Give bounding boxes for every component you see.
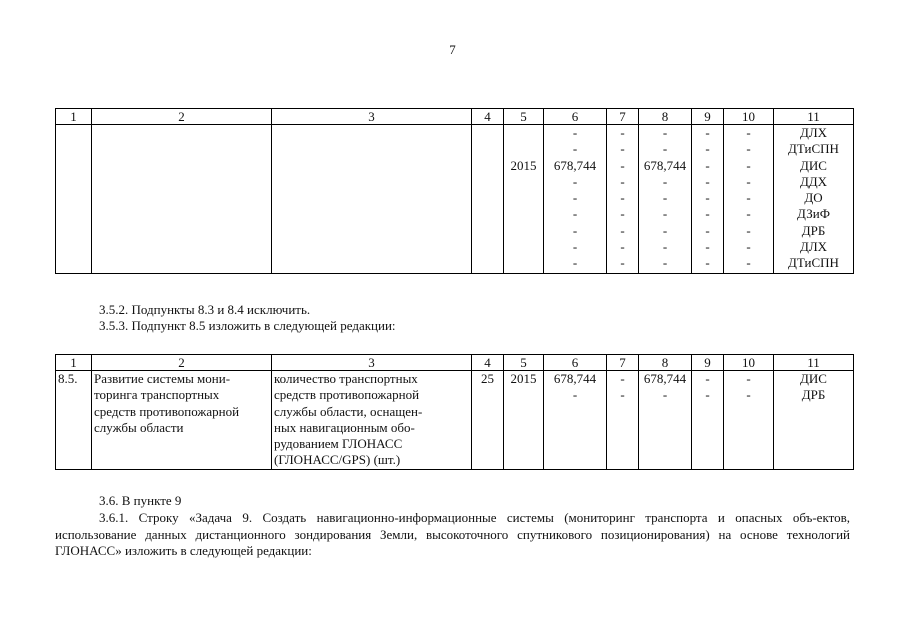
cell-value: - [746,387,751,403]
measure-name-line: Развитие системы мони- [94,371,231,386]
cell-value: - [662,255,668,271]
cell-value: - [746,125,751,140]
col6-cell [544,371,607,470]
cell-value: - [705,190,710,206]
cell-value: - [572,255,578,271]
cell-value: - [662,141,668,157]
col6-cell [544,125,607,274]
cell-value: - [572,387,578,403]
header-cell: 1 [56,355,92,371]
cell-value: - [620,141,625,157]
cell-value: - [620,255,625,271]
header-cell: 3 [272,109,472,125]
cell-value: - [705,173,710,189]
table-header-row [56,109,854,125]
cell-value: - [620,371,625,386]
cell-value: - [746,141,751,157]
measure-name-line: службы области [94,419,184,435]
empty-cell [56,125,92,274]
cell-value: 678,744 [553,157,597,173]
indicator-line: службы области, оснащен- [274,403,423,419]
department-code: ДРБ [801,222,826,238]
paragraph-3-5-2: 3.5.2. Подпункты 8.3 и 8.4 исключить. [99,302,311,317]
item-number: 8.5. [56,371,92,470]
col8-cell [639,371,692,470]
cell-value: - [746,239,751,255]
cell-value: - [572,206,578,222]
cell-value: - [705,222,710,238]
col10-cell [724,125,774,274]
cell-value: - [746,206,751,222]
indicator-line: средств противопожарной [274,387,420,403]
year-cell: 2015 [504,371,544,470]
cell-value: - [572,190,578,206]
indicator-line: (ГЛОНАСС/GPS) (шт.) [274,452,401,468]
cell-value: - [746,222,751,238]
cell-value: - [662,125,668,140]
header-cell: 2 [92,355,272,371]
cell-value: - [572,222,578,238]
col9-cell [692,371,724,470]
cell-value: 678,744 [643,371,687,386]
cell-value: - [662,190,668,206]
col10-cell [724,371,774,470]
cell-value: - [705,141,710,157]
paragraph-3-6: 3.6. В пункте 9 [99,493,182,508]
page-number: 7 [449,42,456,57]
cell-value: - [620,157,625,173]
table-row [56,371,854,470]
cell-value: - [620,222,625,238]
cell-value: - [620,173,625,189]
empty-cell [272,125,472,274]
cell-value: - [620,125,625,140]
cell-value: - [705,157,710,173]
year-cell [504,125,544,274]
cell-value: - [572,125,578,140]
measure-name-line: торинга транспортных [94,387,220,403]
cell-value: - [746,190,751,206]
department-code: ДЛХ [799,125,828,140]
cell-value: - [705,387,710,403]
department-code: ДИС [800,371,827,386]
cell-value: - [620,206,625,222]
cell-value: 678,744 [553,371,597,386]
col7-cell [607,371,639,470]
header-cell: 2 [92,109,272,125]
cell-value: - [705,239,710,255]
header-cell: 8 [639,355,692,371]
col8-cell [639,125,692,274]
cell-value: - [746,371,751,386]
department-code: ДДХ [799,173,828,189]
cell-value: - [705,206,710,222]
col9-cell [692,125,724,274]
header-cell: 4 [472,109,504,125]
header-cell: 6 [544,109,607,125]
cell-value: - [662,239,668,255]
year-value: 2015 [510,157,537,173]
header-cell: 3 [272,355,472,371]
department-code: ДТиСПН [788,141,839,157]
continuation-table [55,108,854,274]
cell-value: - [705,125,710,140]
department-code: ДИС [800,157,827,173]
header-cell: 9 [692,109,724,125]
cell-value: - [705,371,710,386]
table-row [56,125,854,274]
header-cell: 7 [607,355,639,371]
cell-value: - [662,387,668,403]
cell-value: - [572,239,578,255]
cell-value: - [746,255,751,271]
header-cell: 5 [504,109,544,125]
col7-cell [607,125,639,274]
header-cell: 4 [472,355,504,371]
department-code: ДО [804,190,823,206]
cell-value: - [746,157,751,173]
header-cell: 1 [56,109,92,125]
col11-cell [774,371,854,470]
header-cell: 7 [607,109,639,125]
cell-value: - [746,173,751,189]
cell-value: - [620,387,625,403]
cell-value: - [572,173,578,189]
cell-value: - [705,255,710,271]
header-cell: 8 [639,109,692,125]
measure-name-line: средств противопожарной [94,403,240,419]
paragraph-3-6-1: 3.6.1. Строку «Задача 9. Создать навигационно-информационные системы (мониторинг транспорта и опасных объ-ектов, использование данных дистанционного зондирования Земли, высокоточного спутникового позиционирования) на основе технологий ГЛОНАСС» изложить в следующей редакции: [55,510,850,558]
header-cell: 5 [504,355,544,371]
header-cell: 6 [544,355,607,371]
cell-value: - [662,206,668,222]
department-code: ДТиСПН [788,255,839,271]
header-cell: 11 [774,109,854,125]
header-cell: 11 [774,355,854,371]
item-8-5-table [55,354,854,470]
department-code: ДЗиФ [797,206,830,222]
cell-value: - [662,222,668,238]
paragraph-3-5-3: 3.5.3. Подпункт 8.5 изложить в следующей редакции: [99,318,396,333]
department-code: ДРБ [801,387,826,403]
department-code: ДЛХ [799,239,828,255]
indicator-line: количество транспортных [274,371,418,386]
cell-value: - [662,173,668,189]
measure-name-cell [92,371,272,470]
header-cell: 9 [692,355,724,371]
col11-cell [774,125,854,274]
cell-value: - [620,190,625,206]
indicator-cell [272,371,472,470]
indicator-line: ных навигационным обо- [274,419,415,435]
header-cell: 10 [724,355,774,371]
table-header-row [56,355,854,371]
cell-value: - [572,141,578,157]
header-cell: 10 [724,109,774,125]
cell-value: 678,744 [643,157,687,173]
cell-value: - [620,239,625,255]
empty-cell [472,125,504,274]
indicator-value: 25 [472,371,504,470]
indicator-line: рудованием ГЛОНАСС [274,436,403,452]
empty-cell [92,125,272,274]
